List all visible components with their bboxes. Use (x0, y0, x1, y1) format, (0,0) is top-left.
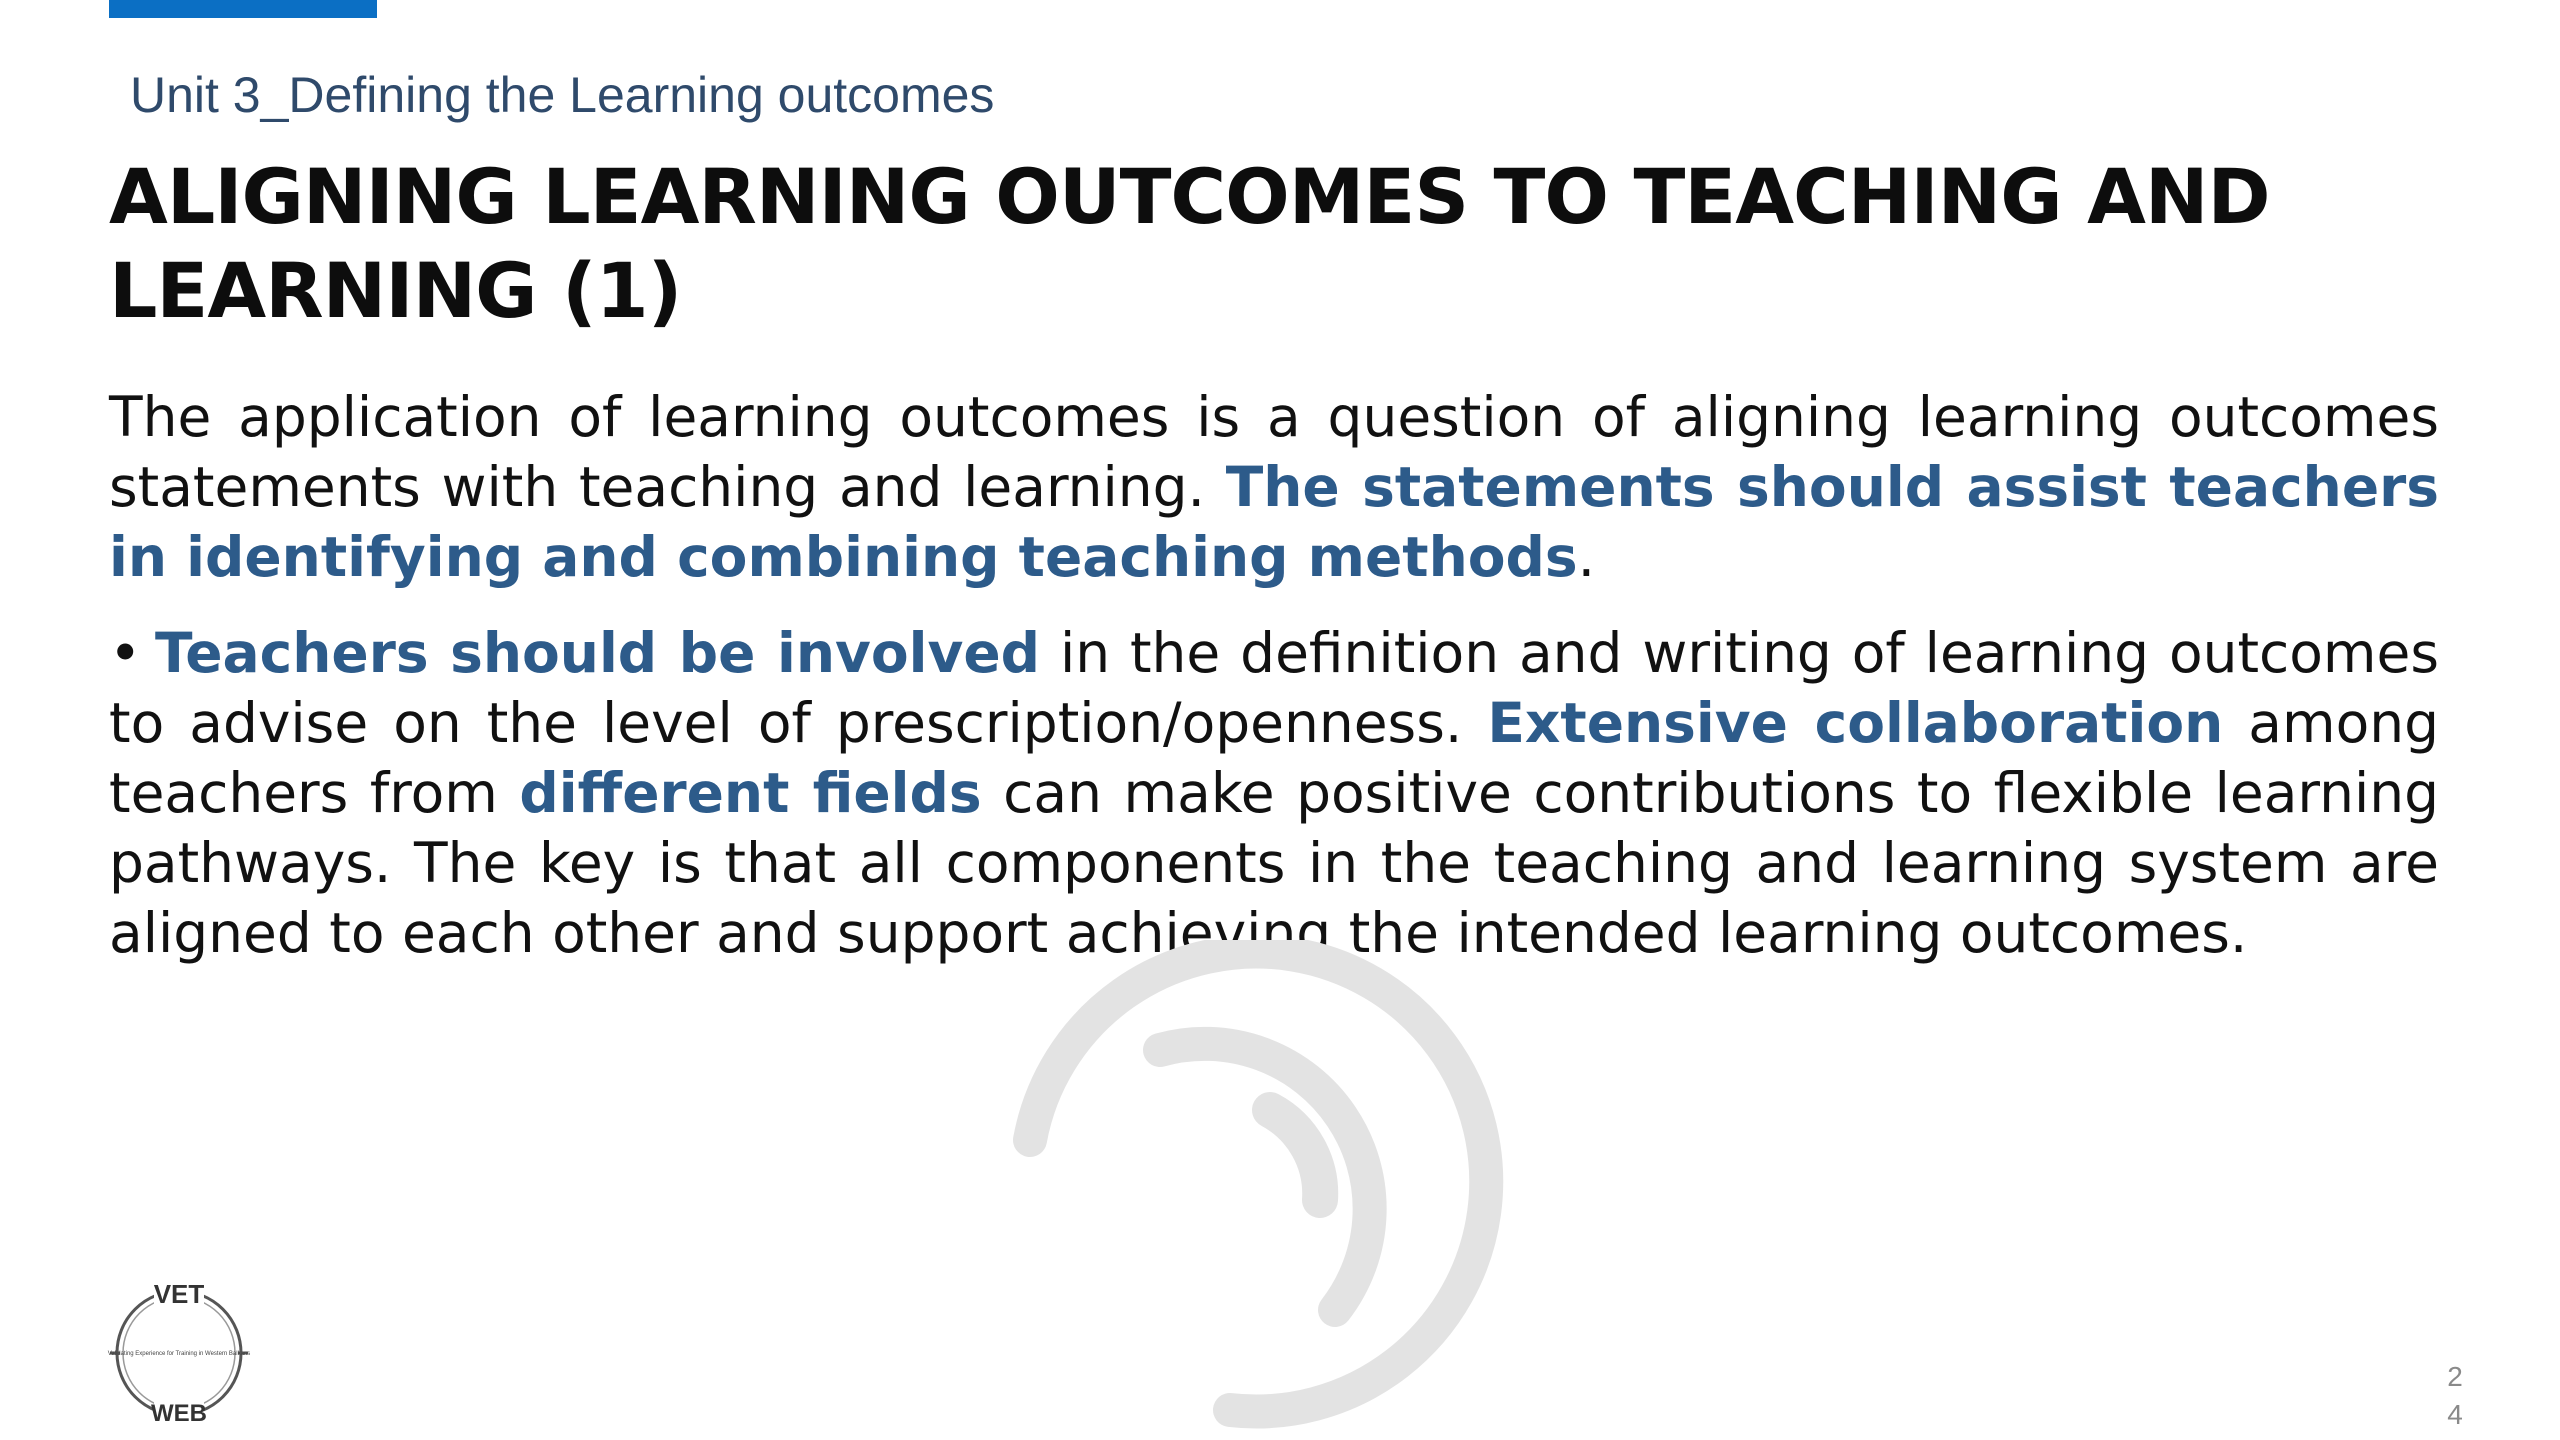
paragraph-2-highlight-c: different fields (519, 761, 982, 825)
paragraph-2-highlight-a: Teachers should be involved (155, 621, 1041, 685)
slide-body (109, 382, 2439, 994)
top-accent-bar (109, 0, 377, 18)
slide-title (109, 150, 2409, 338)
logo-bottom-text: WEB (151, 1400, 207, 1425)
concentric-arc-watermark-icon (990, 940, 1510, 1440)
paragraph-2-text-b: among teachers from (109, 691, 2440, 825)
page-number-digit-1: 2 (2447, 1361, 2463, 1392)
bullet-icon: • (109, 621, 142, 685)
page-number (2440, 1358, 2470, 1434)
paragraph-1 (109, 382, 2439, 592)
page-number-digit-2: 4 (2447, 1399, 2463, 1430)
vet-web-logo-icon (104, 1275, 254, 1425)
logo-top-text: VET (153, 1279, 205, 1309)
paragraph-2-text-c: can make positive contributions to flexible learning pathways. The key is that all components in the teaching and learning system are aligned to each other and support achieving the intended learning outcomes. (109, 761, 2439, 965)
slide-title-line-2: LEARNING (1) (109, 246, 682, 335)
paragraph-2-text-a: in the definition and writing of learning outcomes to advise on the level of prescription/openness. (109, 621, 2439, 755)
slide-title-line-1: ALIGNING LEARNING OUTCOMES TO TEACHING AND (109, 152, 2270, 241)
paragraph-1-text-a: The application of learning outcomes is a question of aligning learning outcomes statements with teaching and learning. (109, 385, 2439, 519)
slide-subtitle: Unit 3_Defining the Learning outcomes (130, 67, 995, 123)
paragraph-2-bullet (109, 618, 2439, 968)
paragraph-1-text-b: . (1577, 525, 1596, 589)
paragraph-1-highlight: The statements should assist teachers in identifying and combining teaching methods (109, 455, 2439, 589)
logo-middle-text: Validating Experience for Training in Western Balkans (107, 1351, 251, 1357)
paragraph-2-highlight-b: Extensive collaboration (1487, 691, 2224, 755)
